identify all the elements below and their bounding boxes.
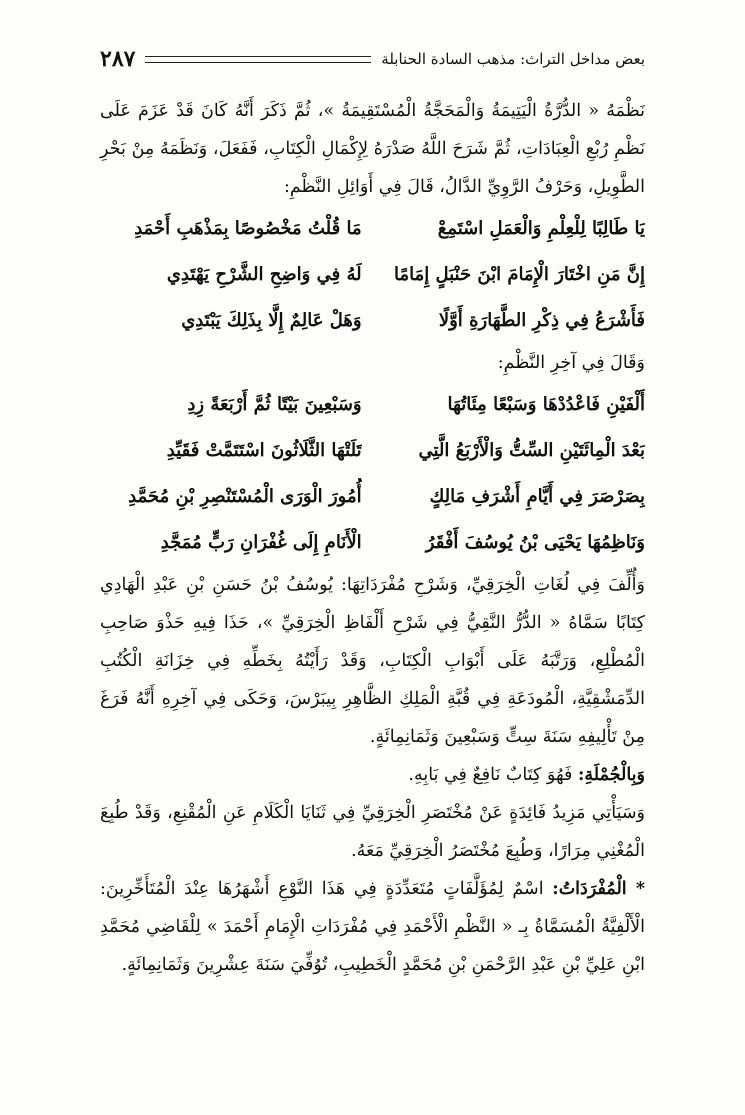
verse-line [100, 298, 645, 344]
paragraph-commentary: وَأُلِّفَ فِي لُغَاتِ الْخِرَقِيِّ، وَشَرْحِ مُفْرَدَاتِهَا: يُوسُفُ بْنُ حَسَنِ بْنِ عَبْدِ الْهَادِي كِتَابًا سَمَّاهُ « الدُّرُّ النَّقِيُّ فِي شَرْحِ أَلْفَاظِ الْخِرَقِيِّ »، حَذَا فِيهِ حَذْوَ صَاحِبِ الْمُطْلِعِ، وَرَتَّبَهُ عَلَى أَبْوَابِ الْكِتَابِ، وَقَدْ رَأَيْتُهُ بِخَطِّهِ فِي خِزَانَةِ الْكُتُبِ الدِّمَشْقِيَّةِ، الْمُودَعَةِ فِي قُبَّةِ الْمَلِكِ الظَّاهِرِ بِيبَرْسَ، وَحَكَى فِي آخِرِهِ أَنَّهُ فَرَغَ مِنْ تَأْلِيفِهِ سَنَةَ سِتٍّ وَسَبْعِينَ وَثَمَانِمِائَةٍ. [100, 575, 645, 747]
summary-lead: وَبِالْجُمْلَةِ: [577, 765, 645, 785]
page-number: ٢٨٧ [100, 46, 136, 72]
paragraph-more-info: وَسَيَأْتِي مَزِيدُ فَائِدَةٍ عَنْ مُخْتَصَرِ الْخِرَقِيِّ فِي ثَنَايَا الْكَلَامِ عَنِ الْمُقْنِعِ، وَقَدْ طُبِعَ الْمُغْنِي مِرَارًا، وَطُبِعَ مُخْتَصَرُ الْخِرَقِيِّ مَعَهُ. [100, 803, 645, 861]
paragraph-summary [100, 756, 645, 794]
verse-second-hemistich: تَلَتْهَا الثَّلَاثُونَ اسْتَتَمَّتْ فَقَيِّدِ [166, 440, 362, 461]
verse-first-hemistich: بِصَرْصَرَ فِي أَيَّامِ أَشْرَفِ مَالِكٍ [429, 486, 645, 507]
verse-line [100, 206, 645, 252]
paragraph-intro: نَظْمَهُ « الدُّرَّةُ الْيَتِيمَةُ وَالْمَحَجَّةُ الْمُسْتَقِيمَةُ »، ثُمَّ ذَكَرَ أَنَّهُ كَانَ قَدْ عَزَمَ عَلَى نَظْمِ رُبْعِ الْعِبَادَاتِ، ثُمَّ شَرَحَ اللَّهُ صَدْرَهُ لِإِكْمَالِ الْكِتَابِ، فَفَعَلَ، وَنَظَمَهُ مِنْ بَحْرِ الطَّوِيلِ، وَحَرْفُ الرَّوِيِّ الدَّالُ، قَالَ فِي أَوَائِلِ النَّظْمِ: [100, 101, 645, 197]
summary-text: فَهُوَ كِتَابٌ نَافِعٌ فِي بَابِهِ. [408, 765, 578, 785]
verse-block-opening [100, 206, 645, 344]
verse-first-hemistich: أَلْفَيْنِ فَاعْدُدْهَا وَسَبْعًا مِئَاتُهَا [447, 394, 645, 415]
header-double-rule [145, 56, 371, 63]
verse-first-hemistich: بَعْدَ الْمِائَتَيْنِ السِّتُّ وَالْأَرْبَعُ الَّتِي [418, 440, 645, 461]
verse-line [100, 382, 645, 428]
verse-second-hemistich: لَهُ فِي وَاضِحِ الشَّرْحِ يَهْتَدِي [166, 264, 362, 285]
running-title: بعض مداخل التراث: مذهب السادة الحنابلة [381, 50, 645, 68]
verse-line [100, 252, 645, 298]
verse-first-hemistich: إِنَّ مَنِ اخْتَارَ الْإِمَامَ ابْنَ حَنْبَلٍ إِمَامًا [393, 264, 645, 285]
verse-block-closing [100, 382, 645, 566]
verse-second-hemistich: وَهَلْ عَالِمٌ إِلَّا بِذَلِكَ يَبْتَدِي [181, 310, 362, 331]
verse-second-hemistich: أُمُورَ الْوَرَى الْمُسْتَنْصِرِ بْنِ مُحَمَّدِ [128, 486, 362, 507]
mufradat-text: اسْمٌ لِمُؤَلَّفَاتٍ مُتَعَدِّدَةٍ فِي هَذَا النَّوْعِ أَشْهَرُهَا عِنْدَ الْمُتَأَخِّرِينَ: الْأَلْفِيَّةُ الْمُسَمَّاةُ بِـ « النَّظْمِ الْأَحْمَدِ فِي مُفْرَدَاتِ الْإِمَامِ أَحْمَدَ » لِلْقَاضِي مُحَمَّدِ ابْنِ عَلِيِّ بْنِ عَبْدِ الرَّحْمَنِ بْنِ مُحَمَّدٍ الْخَطِيبِ، تُوُفِّيَ سَنَةَ عِشْرِينَ وَثَمَانِمِائَةٍ. [100, 879, 645, 975]
paragraph-closing-intro: وَقَالَ فِي آخِرِ النَّظْمِ: [497, 353, 645, 373]
verse-first-hemistich: وَنَاظِمُهَا يَحْيَى بْنُ يُوسُفَ أَفْقَرُ [425, 532, 645, 553]
verse-second-hemistich: مَا قُلْتُ مَخْصُوصًا بِمَذْهَبِ أَحْمَدِ [134, 218, 362, 239]
mufradat-heading: * الْمُفْرَدَاتُ: [552, 879, 646, 899]
running-header [100, 44, 645, 74]
verse-second-hemistich: وَسَبْعِينَ بَيْتًا ثُمَّ أَرْبَعَةً زِدِ [187, 394, 362, 415]
verse-line [100, 428, 645, 474]
verse-line [100, 520, 645, 566]
paragraph-mufradat [100, 870, 645, 984]
verse-first-hemistich: فَأَشْرَعُ فِي ذِكْرِ الطَّهَارَةِ أَوَّلًا [438, 310, 645, 331]
verse-first-hemistich: يَا طَالِبًا لِلْعِلْمِ وَالْعَمَلِ اسْتَمِعْ [437, 218, 645, 239]
verse-line [100, 474, 645, 520]
page-body [100, 92, 645, 984]
verse-second-hemistich: الْأَنَامِ إِلَى غُفْرَانِ رَبٍّ مُمَجَّدِ [160, 532, 362, 553]
